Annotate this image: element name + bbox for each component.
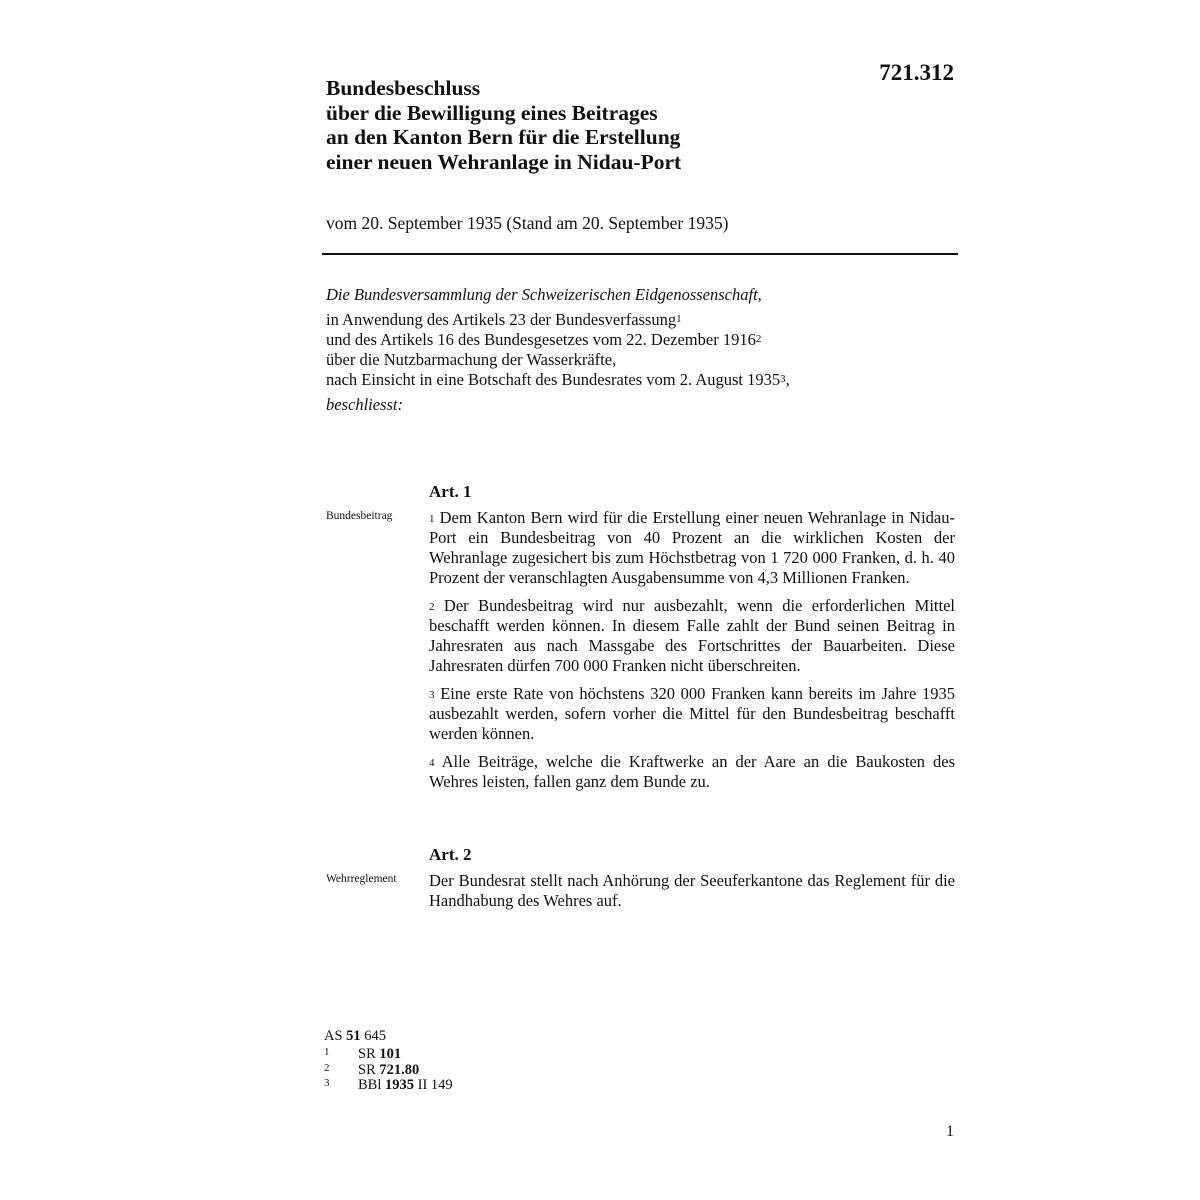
date-line: vom 20. September 1935 (Stand am 20. September 1935) xyxy=(326,213,729,233)
footnote-text: SR 721.80 xyxy=(358,1061,420,1078)
paragraph-text: Der Bundesbeitrag wird nur ausbezahlt, wenn die erforderlichen Mittel beschafft werden können. In diesem Falle zahlt der Bund seinen Beitrag in Jahresraten aus nach Massgabe des Fortschrittes der Bauarbeiten. Diese Jahresraten dürfen 700 000 Franken nicht überschreiten. xyxy=(429,596,955,675)
footnotes xyxy=(324,1027,453,1094)
marginal-note: Wehrreglement xyxy=(326,873,397,885)
paragraph-number: 1 xyxy=(429,513,435,525)
preamble-basis-line xyxy=(326,310,956,330)
article-1 xyxy=(326,481,956,800)
footnote-ref[interactable]: 2 xyxy=(755,333,762,345)
footnote-ref[interactable]: 1 xyxy=(676,313,682,325)
paragraph-number: 4 xyxy=(429,757,435,769)
basis-text: in Anwendung des Artikels 23 der Bundesverfassung xyxy=(326,310,677,329)
footnote-number: 1 xyxy=(324,1046,330,1058)
footnote-number: 3 xyxy=(324,1077,330,1089)
footnote-ref[interactable]: 3 xyxy=(780,373,786,385)
article-title: Art. 2 xyxy=(429,845,472,864)
paragraph xyxy=(429,871,955,911)
marginal-note: Bundesbeitrag xyxy=(326,510,393,522)
title-line: Bundesbeschluss xyxy=(326,76,481,100)
paragraph-text: Eine erste Rate von höchstens 320 000 Franken kann bereits im Jahre 1935 ausbezahlt werden, sofern vorher die Mittel für den Bundesbeitrag beschafft werden können. xyxy=(429,684,955,743)
basis-text: nach Einsicht in eine Botschaft des Bundesrates vom 2. August 1935 xyxy=(326,370,781,389)
article-2 xyxy=(326,844,956,919)
article-body xyxy=(429,871,955,911)
preamble-basis-line xyxy=(326,370,956,390)
article-row xyxy=(326,871,956,911)
as-page: 645 xyxy=(360,1028,387,1044)
footnote xyxy=(324,1077,453,1094)
preamble-authority: Die Bundesversammlung der Schweizerischen Eidgenossenschaft, xyxy=(326,285,762,304)
footnote xyxy=(324,1046,402,1063)
paragraph-text: Der Bundesrat stellt nach Anhörung der Seeuferkantone das Reglement für die Handhabung des Wehres auf. xyxy=(429,871,955,910)
footnote-number: 2 xyxy=(324,1061,330,1074)
as-prefix: AS xyxy=(324,1028,347,1044)
page-number: 1 xyxy=(946,1123,954,1140)
paragraph-text: Alle Beiträge, welche die Kraftwerke an der Aare an die Baukosten des Wehres leisten, fallen ganz dem Bunde zu. xyxy=(429,752,955,791)
as-reference xyxy=(324,1027,386,1045)
footnote-text: SR 101 xyxy=(358,1046,402,1062)
preamble-decides: beschliesst: xyxy=(326,395,403,414)
paragraph xyxy=(429,596,955,676)
article-body xyxy=(429,508,955,792)
paragraph xyxy=(429,752,955,792)
basis-text: und des Artikels 16 des Bundesgesetzes vom 22. Dezember 1916 xyxy=(326,330,756,349)
title-line: über die Bewilligung eines Beitrages xyxy=(326,100,658,125)
paragraph-number: 2 xyxy=(429,601,435,613)
title-line: einer neuen Wehranlage in Nidau-Port xyxy=(326,149,682,174)
sr-number: 721.312 xyxy=(879,60,954,85)
preamble-basis-line xyxy=(326,330,956,350)
header-divider xyxy=(322,253,958,255)
paragraph-text: Dem Kanton Bern wird für die Erstellung einer neuen Wehranlage in Nidau-Port ein Bundesbeitrag von 40 Prozent an die wirklichen Kosten der Wehranlage zugesichert bis zum Höchstbetrag von 1 720 000 Franken, d. h. 40 Prozent der veranschlagten Ausgabensumme von 4,3 Millionen Franken. xyxy=(429,508,955,587)
article-title: Art. 1 xyxy=(429,482,472,501)
article-row xyxy=(326,508,956,792)
preamble xyxy=(326,285,956,415)
paragraph xyxy=(429,508,955,588)
as-volume: 51 xyxy=(346,1028,361,1044)
footnote xyxy=(324,1061,420,1079)
footnote-text: BBl 1935 II 149 xyxy=(358,1077,453,1093)
title-line: an den Kanton Bern für die Erstellung xyxy=(326,125,681,149)
paragraph-number: 3 xyxy=(429,689,435,701)
preamble-basis-line xyxy=(326,350,956,370)
decree-title xyxy=(326,76,846,174)
basis-punctuation: , xyxy=(785,370,790,389)
basis-text: über die Nutzbarmachung der Wasserkräfte, xyxy=(326,350,617,369)
paragraph xyxy=(429,684,955,744)
